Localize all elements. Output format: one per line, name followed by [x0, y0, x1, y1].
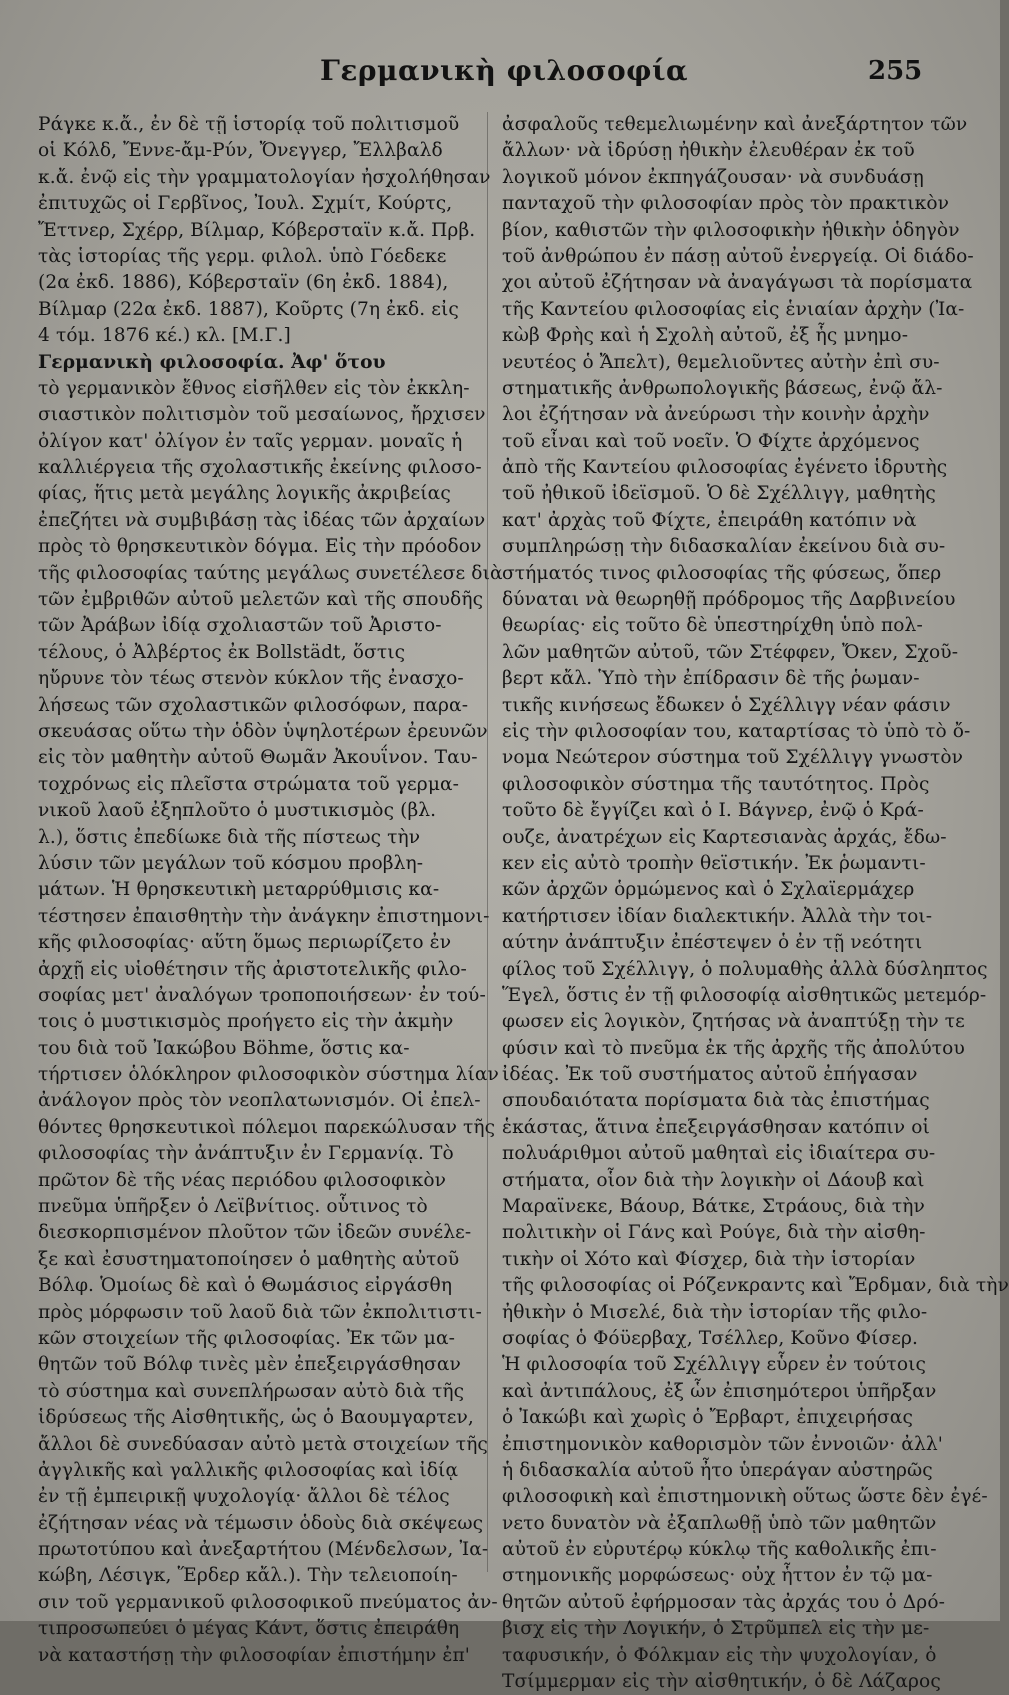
text-line: ἄλλων· νὰ ἱδρύσῃ ἠθικὴν ἐλευθέραν ἐκ τοῦ [502, 140, 915, 162]
text-line: στημονικῆς μορφώσεως· οὐχ ἧττον ἐν τῷ μα- [502, 1565, 933, 1587]
text-line: τοῦ ἀνθρώπου ἐν πάσῃ αὐτοῦ ἐνεργείᾳ. Οἱ διάδο- [502, 245, 974, 267]
text-line: τέλους, ὁ Ἀλβέρτος ἐκ Bollstädt, ὅστις [38, 641, 406, 663]
text-line: νετο δυνατὸν νὰ ἐξαπλωθῇ ὑπὸ τῶν μαθητῶν [502, 1512, 937, 1534]
text-line: θόντες θρησκευτικοὶ πόλεμοι παρεκώλυσαν τῆς [38, 1116, 496, 1138]
text-line: μάτων. Ἡ θρησκευτικὴ μεταρρύθμισις κα- [38, 879, 440, 901]
text-line: ἐπεζήτει νὰ συμβιβάσῃ τὰς ἰδέας τῶν ἀρχαίων [38, 509, 486, 531]
text-line: διεσκορπισμένον πλοῦτον τῶν ἰδεῶν συνέλε- [38, 1222, 472, 1244]
text-line: ταφυσικήν, ὁ Φόλκμαν εἰς τὴν ψυχολογίαν, ὁ [502, 1644, 937, 1666]
text-line: κῶν στοιχείων τῆς φιλοσοφίας. Ἐκ τῶν μα- [38, 1327, 456, 1349]
text-line: λῶν μαθητῶν αὐτοῦ, τῶν Στέφφεν, Ὄκεν, Σχοῦ- [502, 641, 959, 663]
right-text-column [502, 112, 1009, 1695]
page-header [0, 54, 1000, 94]
text-line: πολιτικὴν οἱ Γάνς καὶ Ρούγε, διὰ τὴν αἰσθη- [502, 1222, 926, 1244]
text-line: τῆς φιλοσοφίας οἱ Ρόζενκραντς καὶ Ἔρδμαν, διὰ τὴν [502, 1275, 1009, 1297]
text-line: δύναται νὰ θεωρηθῇ πρόδρομος τῆς Δαρβινείου [502, 589, 956, 611]
text-line: Τσίμμερμαν εἰς τὴν αἰσθητικήν, ὁ δὲ Λάζαρος [502, 1671, 941, 1693]
text-line: 4 τόμ. 1876 κέ.) κλ. [Μ.Γ.] [38, 325, 291, 347]
text-line: τῆς Καντείου φιλοσοφίας εἰς ἑνιαίαν ἀρχὴν (Ἰα- [502, 298, 965, 320]
text-line: αύτην ἀνάπτυξιν ἐπέστεψεν ὁ ἐν τῇ νεότητι [502, 932, 923, 954]
text-line: νικοῦ λαοῦ ἐξηπλοῦτο ὁ μυστικισμὸς (βλ. [38, 800, 437, 822]
text-line: τέστησεν ἐπαισθητὴν τὴν ἀνάγκην ἐπιστημονι- [38, 905, 490, 927]
text-line: σοφίας ὁ Φόϋερβαχ, Τσέλλερ, Κοῦνο Φίσερ. [502, 1327, 919, 1349]
text-line: Βόλφ. Ὁμοίως δὲ καὶ ὁ Θωμάσιος εἰργάσθη [38, 1275, 453, 1297]
text-line: νομα Νεώτερον σύστημα τοῦ Σχέλλιγγ γνωστὸν [502, 747, 964, 769]
text-line: πρωτοτύπου καὶ ἀνεξαρτήτου (Μένδελσων, Ἰα- [38, 1539, 489, 1561]
text-line: κατήρτισεν ἰδίαν διαλεκτικήν. Ἀλλὰ τὴν τοι- [502, 905, 933, 927]
text-line: λ.), ὅστις ἐπεδίωκε διὰ τῆς πίστεως τὴν [38, 826, 421, 848]
text-line: τῶν Ἀράβων ἰδίᾳ σχολιαστῶν τοῦ Ἀριστο- [38, 615, 442, 637]
text-line: τῆς φιλοσοφίας ταύτης μεγάλως συνετέλεσε διὰ [38, 562, 503, 584]
text-line: οἱ Κόλδ, Ἔννε-ἄμ-Ρύν, Ὄνεγγερ, Ἔλλβαλδ [38, 140, 443, 162]
column-divider [487, 112, 488, 1572]
text-line: κῆς φιλοσοφίας· αὕτη ὅμως περιωρίζετο ἐν [38, 932, 452, 954]
text-line: ἀσφαλοῦς τεθεμελιωμένην καὶ ἀνεξάρτητον τῶν [502, 114, 968, 135]
page-number: 255 [868, 56, 923, 86]
text-line: αὐτοῦ ἐν εὐρυτέρῳ κύκλῳ τῆς καθολικῆς ἐπι- [502, 1539, 937, 1561]
text-line: τὸ γερμανικὸν ἔθνος εἰσῆλθεν εἰς τὸν ἐκκλη- [38, 377, 470, 399]
text-line: τοῦ εἶναι καὶ τοῦ νοεῖν. Ὁ Φίχτε ἀρχόμενος [502, 430, 920, 452]
text-line: εἰς τὴν φιλοσοφίαν του, καταρτίσας τὸ ὑπὸ τὸ ὄ- [502, 720, 971, 742]
text-line: φίλος τοῦ Σχέλλιγγ, ὁ πολυμαθὴς ἀλλὰ δύσληπτος [502, 958, 988, 980]
text-line: Μαραϊνεκε, Βάουρ, Βάτκε, Στράους, διὰ τὴν [502, 1196, 925, 1218]
text-line: Γερμανικὴ φιλοσοφία. Ἀφ' ὅτου [38, 351, 386, 373]
text-line: τῶν ἐμβριθῶν αὐτοῦ μελετῶν καὶ τῆς σπουδῆς [38, 589, 484, 611]
text-line: τοῦτο δὲ ἔγγίζει καὶ ὁ Ι. Βάγνερ, ἐνῷ ὁ Κρά- [502, 800, 924, 822]
text-line: ἐν τῇ ἐμπειρικῇ ψυχολογίᾳ· ἄλλοι δὲ τέλος [38, 1486, 450, 1508]
text-line: ξε καὶ ἐσυστηματοποίησεν ὁ μαθητὴς αὐτοῦ [38, 1248, 460, 1270]
text-line: ἀπὸ τῆς Καντείου φιλοσοφίας ἐγένετο ἱδρυτὴς [502, 457, 948, 479]
text-line: καὶ ἀντιπάλους, ἐξ ὧν ἐπισημότεροι ὑπῆρξαν [502, 1380, 937, 1402]
text-line: λύσιν τῶν μεγάλων τοῦ κόσμου προβλη- [38, 852, 424, 874]
text-line: ουζε, ἀνατρέχων εἰς Καρτεσιανὰς ἀρχάς, ἔδω- [502, 826, 947, 848]
text-line: Ράγκε κ.ἄ., ἐν δὲ τῇ ἱστορίᾳ τοῦ πολιτισμοῦ [38, 114, 460, 135]
text-line: τοῦ ἠθικοῦ ἰδεϊσμοῦ. Ὁ δὲ Σχέλλιγγ, μαθητὴς [502, 483, 936, 505]
text-line: κεν εἰς αὐτὸ τροπὴν θεϊστικήν. Ἐκ ῥωμαντι- [502, 852, 926, 874]
text-line: ἰδέας. Ἐκ τοῦ συστήματος αὐτοῦ ἐπήγασαν [502, 1064, 918, 1086]
text-line: βίον, καθιστῶν τὴν φιλοσοφικὴν ἠθικὴν ὁδηγὸν [502, 219, 960, 241]
text-line: βισχ εἰς τὴν Λογικήν, ὁ Στρῦμπελ εἰς τὴν με- [502, 1618, 930, 1640]
text-line: λήσεως τῶν σχολαστικῶν φιλοσόφων, παρα- [38, 694, 469, 716]
text-line: τὸ σύστημα καὶ συνεπλήρωσαν αὐτὸ διὰ τῆς [38, 1380, 465, 1402]
text-line: τιπροσωπεύει ὁ μέγας Κάντ, ὅστις ἐπειράθη [38, 1618, 460, 1640]
text-line: κὼβ Φρὴς καὶ ἡ Σχολὴ αὐτοῦ, ἐξ ἧς μνημο- [502, 325, 909, 347]
text-line: ἐζήτησαν νέας νὰ τέμωσιν ὁδοὺς διὰ σκέψεως [38, 1512, 484, 1534]
text-line: πνεῦμα ὑπῆρξεν ὁ Λεϊβνίτιος. οὗτινος τὸ [38, 1196, 428, 1218]
text-line: λογικοῦ μόνον ἐκπηγάζουσαν· νὰ συνδυάσῃ [502, 166, 924, 188]
text-line: πανταχοῦ τὴν φιλοσοφίαν πρὸς τὸν πρακτικὸν [502, 193, 950, 215]
text-line: νευτέος ὁ Ἄπελτ), θεμελιοῦντες αὐτὴν ἐπὶ συ- [502, 351, 940, 373]
text-line: πρὸς τὸ θρησκευτικὸν δόγμα. Εἰς τὴν πρόοδον [38, 536, 482, 558]
text-line: πρῶτον δὲ τῆς νέας περιόδου φιλοσοφικὸν [38, 1169, 447, 1191]
text-line: στήματός τινος φιλοσοφίας τῆς φύσεως, ὅπερ [502, 562, 942, 584]
text-line: Βίλμαρ (22α ἐκδ. 1887), Κοῦρτς (7η ἐκδ. εἰς [38, 298, 459, 320]
text-line: (2α ἐκδ. 1886), Κόβερσταϊν (6η ἐκδ. 1884), [38, 272, 449, 294]
text-line: ἀγγλικῆς καὶ γαλλικῆς φιλοσοφίας καὶ ἰδίᾳ [38, 1459, 459, 1481]
text-line: τικὴν οἱ Χότο καὶ Φίσχερ, διὰ τὴν ἱστορίαν [502, 1248, 916, 1270]
text-line: ηὔρυνε τὸν τέως στενὸν κύκλον τῆς ἐνασχο- [38, 668, 464, 690]
left-text-column [38, 112, 503, 1669]
text-line: χοι αὐτοῦ ἐζήτησαν νὰ ἀναγάγωσι τὰ πορίσματα [502, 272, 973, 294]
text-line: ἀρχῇ εἰς υἱοθέτησιν τῆς ἀριστοτελικῆς φιλο- [38, 958, 467, 980]
text-line: θητῶν αὐτοῦ ἐφήρμοσαν τὰς ἀρχάς του ὁ Δρό- [502, 1591, 945, 1613]
text-line: ἐπιτυχῶς οἱ Γερβῖνος, Ἰουλ. Σχμίτ, Κούρτς, [38, 193, 453, 215]
text-line: ὁ Ἰακώβι καὶ χωρὶς ὁ Ἔρβαρτ, ἐπιχειρήσας [502, 1407, 913, 1429]
text-line: φιλοσοφικὴ καὶ ἐπιστημονικὴ οὕτως ὥστε δὲν ἐγέ- [502, 1486, 988, 1508]
running-title: Γερμανικὴ φιλοσοφία [320, 54, 689, 87]
text-line: Ἡ φιλοσοφία τοῦ Σχέλλιγγ εὗρεν ἐν τούτοις [502, 1354, 927, 1376]
text-line: σκευάσας οὕτω τὴν ὁδὸν ὑψηλοτέρων ἐρευνῶν [38, 720, 488, 742]
text-line: του διὰ τοῦ Ἰακώβου Böhme, ὅστις κα- [38, 1037, 410, 1059]
text-line: κώβη, Λέσιγκ, Ἕρδερ κἄλ.). Τὴν τελειοποίη- [38, 1565, 458, 1587]
text-line: τήρτισεν ὁλόκληρον φιλοσοφικὸν σύστημα λίαν [38, 1064, 499, 1086]
text-line: ἑκάστας, ἅτινα ἐπεξειργάσθησαν κατόπιν οἱ [502, 1116, 930, 1138]
text-line: φίας, ἥτις μετὰ μεγάλης λογικῆς ἀκριβείας [38, 483, 451, 505]
text-line: πολυάριθμοι αὐτοῦ μαθηταὶ εἰς ἰδιαίτερα συ- [502, 1143, 936, 1165]
text-line: ἡ διδασκαλία αὐτοῦ ἦτο ὑπεράγαν αὐστηρῶς [502, 1459, 933, 1481]
text-line: εἰς τὸν μαθητὴν αὐτοῦ Θωμᾶν Ἀκουΐνον. Ταυ- [38, 747, 478, 769]
text-line: λοι ἐζήτησαν νὰ ἀνεύρωσι τὴν κοινὴν ἀρχὴν [502, 404, 930, 426]
text-line: τικῆς κινήσεως ἔδωκεν ὁ Σχέλλιγγ νέαν φάσιν [502, 694, 951, 716]
text-line: φιλοσοφίας τὴν ἀνάπτυξιν ἐν Γερμανίᾳ. Τὸ [38, 1143, 454, 1165]
text-line: θεωρίας· εἰς τοῦτο δὲ ὑπεστηρίχθη ὑπὸ πολ- [502, 615, 923, 637]
text-line: ἠθικὴν ὁ Μισελέ, διὰ τὴν ἱστορίαν τῆς φιλο- [502, 1301, 928, 1323]
text-line: στήματα, οἷον διὰ τὴν λογικὴν οἱ Δάουβ καὶ [502, 1169, 925, 1191]
text-line: σπουδαιότατα πορίσματα διὰ τὰς ἐπιστήμας [502, 1090, 930, 1112]
text-line: τοις ὁ μυστικισμὸς προήγετο εἰς τὴν ἀκμὴν [38, 1011, 454, 1033]
text-line: πρὸς μόρφωσιν τοῦ λαοῦ διὰ τῶν ἐκπολιτιστι- [38, 1301, 482, 1323]
text-line: κῶν ἀρχῶν ὁρμώμενος καὶ ὁ Σχλαϊερμάχερ [502, 879, 915, 901]
text-line: καλλιέργεια τῆς σχολαστικῆς ἐκείνης φιλοσο- [38, 457, 482, 479]
text-line: φωσεν εἰς λογικὸν, ζητήσας νὰ ἀναπτύξῃ τὴν τε [502, 1011, 965, 1033]
text-line: στηματικῆς ἀνθρωπολογικῆς βάσεως, ἐνῷ ἄλ- [502, 377, 943, 399]
text-line: σιν τοῦ γερμανικοῦ φιλοσοφικοῦ πνεύματος ἀν- [38, 1591, 498, 1613]
text-line: νὰ καταστήσῃ τὴν φιλοσοφίαν ἐπιστήμην ἐπ' [38, 1644, 471, 1666]
text-line: σιαστικὸν πολιτισμὸν τοῦ μεσαίωνος, ἤρχισεν [38, 404, 486, 426]
text-line: τὰς ἱστορίας τῆς γερμ. φιλολ. ὑπὸ Γόεδεκε [38, 245, 447, 267]
text-line: ἐπιστημονικὸν καθορισμὸν τῶν ἐννοιῶν· ἀλλ' [502, 1433, 943, 1455]
text-line: σοφίας μετ' ἀναλόγων τροποποιήσεων· ἐν τού- [38, 984, 486, 1006]
text-line: Ἕγελ, ὅστις ἐν τῇ φιλοσοφίᾳ αἰσθητικῶς μετεμόρ- [502, 984, 987, 1006]
text-line: θητῶν τοῦ Βόλφ τινὲς μὲν ἐπεξειργάσθησαν [38, 1354, 461, 1376]
text-line: ὀλίγον κατ' ὀλίγον ἐν ταῖς γερμαν. μοναῖς ἡ [38, 430, 463, 452]
text-line: φιλοσοφικὸν σύστημα τῆς ταυτότητος. Πρὸς [502, 773, 930, 795]
text-line: ἀνάλογον πρὸς τὸν νεοπλατωνισμόν. Οἱ ἐπελ- [38, 1090, 481, 1112]
text-line: κ.ἄ. ἐνῷ εἰς τὴν γραμματολογίαν ἠσχολήθησαν [38, 166, 491, 188]
text-line: ἱδρύσεως τῆς Αἰσθητικῆς, ὡς ὁ Βαουμγαρτεν, [38, 1407, 474, 1429]
text-line: συμπληρώσῃ τὴν διδασκαλίαν ἐκείνου διὰ συ- [502, 536, 946, 558]
text-line: βερτ κἄλ. Ὑπὸ τὴν ἐπίδρασιν δὲ τῆς ῥωμαν- [502, 668, 920, 690]
text-line: Ἔττνερ, Σχέρρ, Βίλμαρ, Κόβερσταϊν κ.ἄ. Πρβ. [38, 219, 476, 241]
text-line: τοχρόνως εἰς πλεῖστα στρώματα τοῦ γερμα- [38, 773, 460, 795]
text-line: φύσιν καὶ τὸ πνεῦμα ἐκ τῆς ἀρχῆς τῆς ἀπολύτου [502, 1037, 965, 1059]
text-line: ἄλλοι δὲ συνεδύασαν αὐτὸ μετὰ στοιχείων τῆς [38, 1433, 488, 1455]
text-line: κατ' ἀρχὰς τοῦ Φίχτε, ἐπειράθη κατόπιν νὰ [502, 509, 917, 531]
